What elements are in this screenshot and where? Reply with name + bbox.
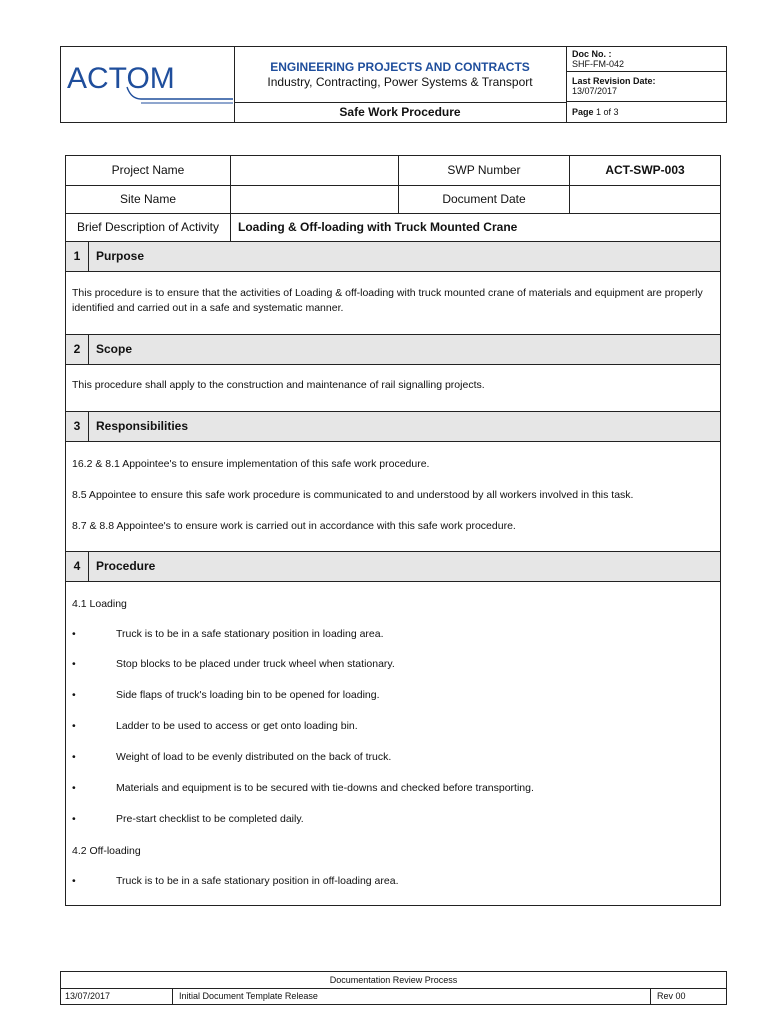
loading-item: Truck is to be in a safe stationary position in loading area. [116, 628, 384, 640]
bullet: • [72, 782, 76, 794]
loading-item: Weight of load to be evenly distributed on the back of truck. [116, 751, 392, 763]
page-cell [566, 102, 726, 122]
col-divider [88, 552, 89, 581]
row-divider [66, 581, 720, 582]
section-header-responsibilities [66, 412, 720, 441]
responsibility-line: 16.2 & 8.1 Appointee's to ensure implementation of this safe work procedure. [72, 458, 430, 470]
company-title: ENGINEERING PROJECTS AND CONTRACTS [270, 60, 530, 74]
loading-item: Stop blocks to be placed under truck wheel when stationary. [116, 658, 395, 670]
doc-no-label: Doc No. : [572, 49, 612, 59]
svg-text:ACTOM: ACTOM [67, 62, 175, 95]
page-label: Page [572, 107, 594, 117]
doc-no-value: SHF-FM-042 [572, 59, 625, 69]
swp-number-label: SWP Number [447, 163, 521, 177]
section-header-procedure [66, 552, 720, 581]
revision-value: 13/07/2017 [572, 86, 618, 96]
doc-no-cell [566, 47, 726, 72]
review-footer [60, 971, 727, 1005]
footer-description: Initial Document Template Release [173, 988, 651, 1004]
footer-title: Documentation Review Process [61, 972, 726, 989]
scope-text: This procedure shall apply to the construction and maintenance of rail signalling projects. [72, 379, 485, 391]
revision-cell [566, 72, 726, 102]
page-value: 1 of 3 [596, 107, 619, 117]
site-name-label: Site Name [119, 192, 177, 206]
responsibility-line: 8.7 & 8.8 Appointee's to ensure work is carried out in accordance with this safe work procedure. [72, 520, 516, 532]
revision-label: Last Revision Date: [572, 76, 656, 86]
footer-date: 13/07/2017 [61, 988, 173, 1004]
swp-number-value: ACT-SWP-003 [605, 163, 685, 177]
section-title: Purpose [96, 249, 145, 263]
col-divider [88, 335, 89, 364]
site-name-field[interactable] [231, 186, 398, 213]
bullet: • [72, 875, 76, 887]
section-header-purpose [66, 242, 720, 271]
bullet: • [72, 813, 76, 825]
col-divider [88, 242, 89, 271]
project-name-field[interactable] [231, 156, 398, 185]
document-date-label: Document Date [442, 192, 526, 206]
company-subtitle: Industry, Contracting, Power Systems & Transport [267, 75, 533, 89]
project-name-label: Project Name [111, 163, 185, 177]
section-header-scope [66, 335, 720, 364]
col-divider [88, 412, 89, 441]
bullet: • [72, 628, 76, 640]
document-header [60, 46, 727, 123]
section-number: 4 [73, 559, 81, 573]
brief-description-value: Loading & Off-loading with Truck Mounted Crane [238, 220, 518, 234]
loading-item: Pre-start checklist to be completed daily. [116, 813, 304, 825]
bullet: • [72, 720, 76, 732]
row-divider [66, 241, 720, 242]
bullet: • [72, 658, 76, 670]
bullet: • [72, 751, 76, 763]
loading-item: Materials and equipment is to be secured with tie-downs and checked before transporting. [116, 782, 534, 794]
brief-description-label: Brief Description of Activity [76, 220, 220, 234]
offloading-heading: 4.2 Off-loading [72, 845, 141, 857]
responsibility-line: 8.5 Appointee to ensure this safe work procedure is communicated to and understood by all workers involved in this task. [72, 489, 634, 501]
company-cell [234, 47, 567, 103]
actom-logo [61, 47, 234, 122]
section-title: Scope [96, 342, 133, 356]
section-title: Procedure [96, 559, 156, 573]
loading-item: Ladder to be used to access or get onto loading bin. [116, 720, 358, 732]
offloading-item: Truck is to be in a safe stationary position in off-loading area. [116, 875, 399, 887]
section-number: 3 [73, 419, 81, 433]
row-divider [66, 271, 720, 272]
document-date-field[interactable] [570, 186, 720, 213]
section-number: 1 [73, 249, 81, 263]
section-title: Responsibilities [96, 419, 189, 433]
logo-cell [61, 47, 235, 122]
doc-title: Safe Work Procedure [234, 102, 567, 122]
purpose-text: This procedure is to ensure that the activities of Loading & off-loading with truck mounted crane of materials and equipment are properly identified and carried out in a safe and systematic manner. [72, 287, 703, 314]
section-number: 2 [73, 342, 81, 356]
row-divider [66, 441, 720, 442]
footer-rev: Rev 00 [657, 991, 686, 1001]
loading-heading: 4.1 Loading [72, 598, 127, 610]
bullet: • [72, 689, 76, 701]
swp-form [65, 155, 721, 906]
row-divider [66, 364, 720, 365]
loading-item: Side flaps of truck's loading bin to be opened for loading. [116, 689, 380, 701]
